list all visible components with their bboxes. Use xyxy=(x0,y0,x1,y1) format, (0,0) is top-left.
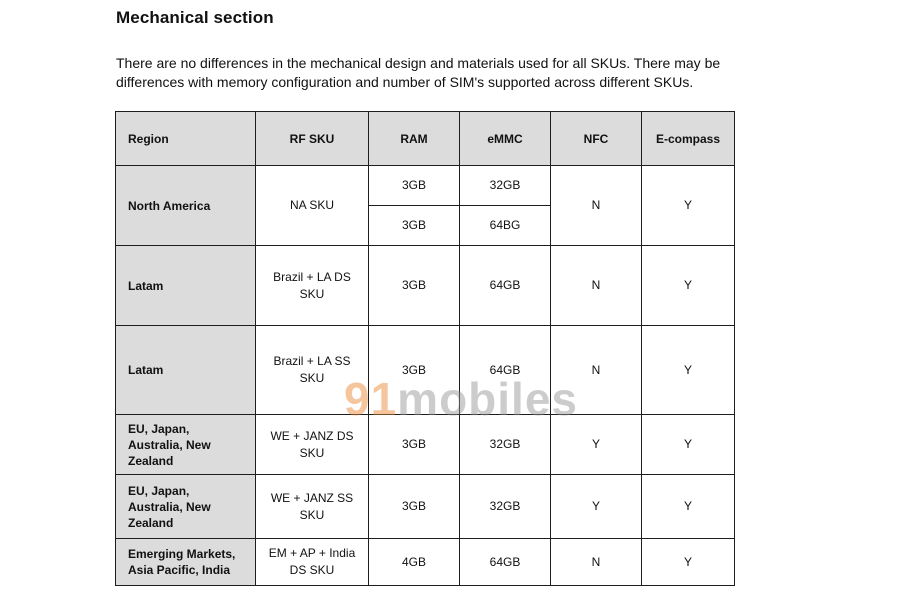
ram-cell: 3GB xyxy=(369,246,460,326)
region-line: Australia, New xyxy=(128,437,211,452)
e-compass-cell: Y xyxy=(642,475,735,539)
e-compass-cell: Y xyxy=(642,166,735,246)
rf-sku-line: Brazil + LA SS xyxy=(273,354,351,368)
table-row xyxy=(116,539,735,586)
rf-sku-line: SKU xyxy=(299,445,325,460)
rf-sku-line: EM + AP + India xyxy=(268,546,356,560)
region-cell: Latam xyxy=(116,326,256,415)
rf-sku-line: SKU xyxy=(299,507,325,522)
rf-sku-line: DS SKU xyxy=(289,563,335,577)
e-compass-cell: Y xyxy=(642,326,735,415)
rf-sku-cell xyxy=(256,326,369,415)
sku-spec-table xyxy=(115,111,735,586)
ram-cell: 3GB xyxy=(369,206,460,246)
emmc-cell: 32GB xyxy=(460,475,551,539)
table-row xyxy=(116,326,735,415)
region-line: Australia, New xyxy=(128,499,211,514)
header-ram: RAM xyxy=(369,112,460,166)
rf-sku-line: SKU xyxy=(299,371,325,385)
nfc-cell: Y xyxy=(551,415,642,475)
table-row xyxy=(116,415,735,475)
table-header-row xyxy=(116,112,735,166)
watermark-number: 91 xyxy=(344,373,398,425)
emmc-cell: 64GB xyxy=(460,539,551,586)
table-row xyxy=(116,475,735,539)
region-cell xyxy=(116,415,256,475)
rf-sku-line: WE + JANZ DS xyxy=(270,428,354,443)
e-compass-cell: Y xyxy=(642,415,735,475)
header-e-compass: E-compass xyxy=(642,112,735,166)
table-row xyxy=(116,246,735,326)
emmc-cell: 64GB xyxy=(460,326,551,415)
rf-sku-cell xyxy=(256,539,369,586)
region-cell xyxy=(116,539,256,586)
nfc-cell: N xyxy=(551,326,642,415)
region-line: EU, Japan, xyxy=(128,483,190,498)
nfc-cell: Y xyxy=(551,475,642,539)
rf-sku-cell xyxy=(256,415,369,475)
region-line: Zealand xyxy=(128,453,174,468)
emmc-cell: 32GB xyxy=(460,415,551,475)
nfc-cell: N xyxy=(551,539,642,586)
region-cell: Latam xyxy=(116,246,256,326)
emmc-cell: 32GB xyxy=(460,166,551,206)
intro-line-2: differences with memory configuration and number of SIM's supported across different SKUs. xyxy=(116,74,694,90)
region-cell: North America xyxy=(116,166,256,246)
header-region: Region xyxy=(116,112,256,166)
region-line: Asia Pacific, India xyxy=(128,563,231,577)
header-rf-sku: RF SKU xyxy=(256,112,369,166)
region-cell xyxy=(116,475,256,539)
ram-cell: 3GB xyxy=(369,475,460,539)
emmc-cell: 64GB xyxy=(460,246,551,326)
rf-sku-cell: NA SKU xyxy=(256,166,369,246)
emmc-cell: 64BG xyxy=(460,206,551,246)
rf-sku-line: WE + JANZ SS xyxy=(270,490,354,505)
ram-cell: 3GB xyxy=(369,415,460,475)
rf-sku-line: SKU xyxy=(299,286,325,301)
region-line: EU, Japan, xyxy=(128,421,190,436)
region-line: Emerging Markets, xyxy=(128,547,236,561)
table-row xyxy=(116,166,735,206)
watermark-text: mobiles xyxy=(397,373,578,425)
header-nfc: NFC xyxy=(551,112,642,166)
rf-sku-cell xyxy=(256,246,369,326)
rf-sku-line: Brazil + LA DS xyxy=(273,269,351,284)
e-compass-cell: Y xyxy=(642,246,735,326)
ram-cell: 3GB xyxy=(369,166,460,206)
nfc-cell: N xyxy=(551,166,642,246)
region-line: Zealand xyxy=(128,515,174,530)
section-title: Mechanical section xyxy=(116,8,274,27)
rf-sku-cell xyxy=(256,475,369,539)
e-compass-cell: Y xyxy=(642,539,735,586)
header-emmc: eMMC xyxy=(460,112,551,166)
intro-paragraph xyxy=(116,54,816,92)
nfc-cell: N xyxy=(551,246,642,326)
ram-cell: 3GB xyxy=(369,326,460,415)
intro-line-1: There are no differences in the mechanical design and materials used for all SKUs. There may be xyxy=(116,55,721,71)
ram-cell: 4GB xyxy=(369,539,460,586)
